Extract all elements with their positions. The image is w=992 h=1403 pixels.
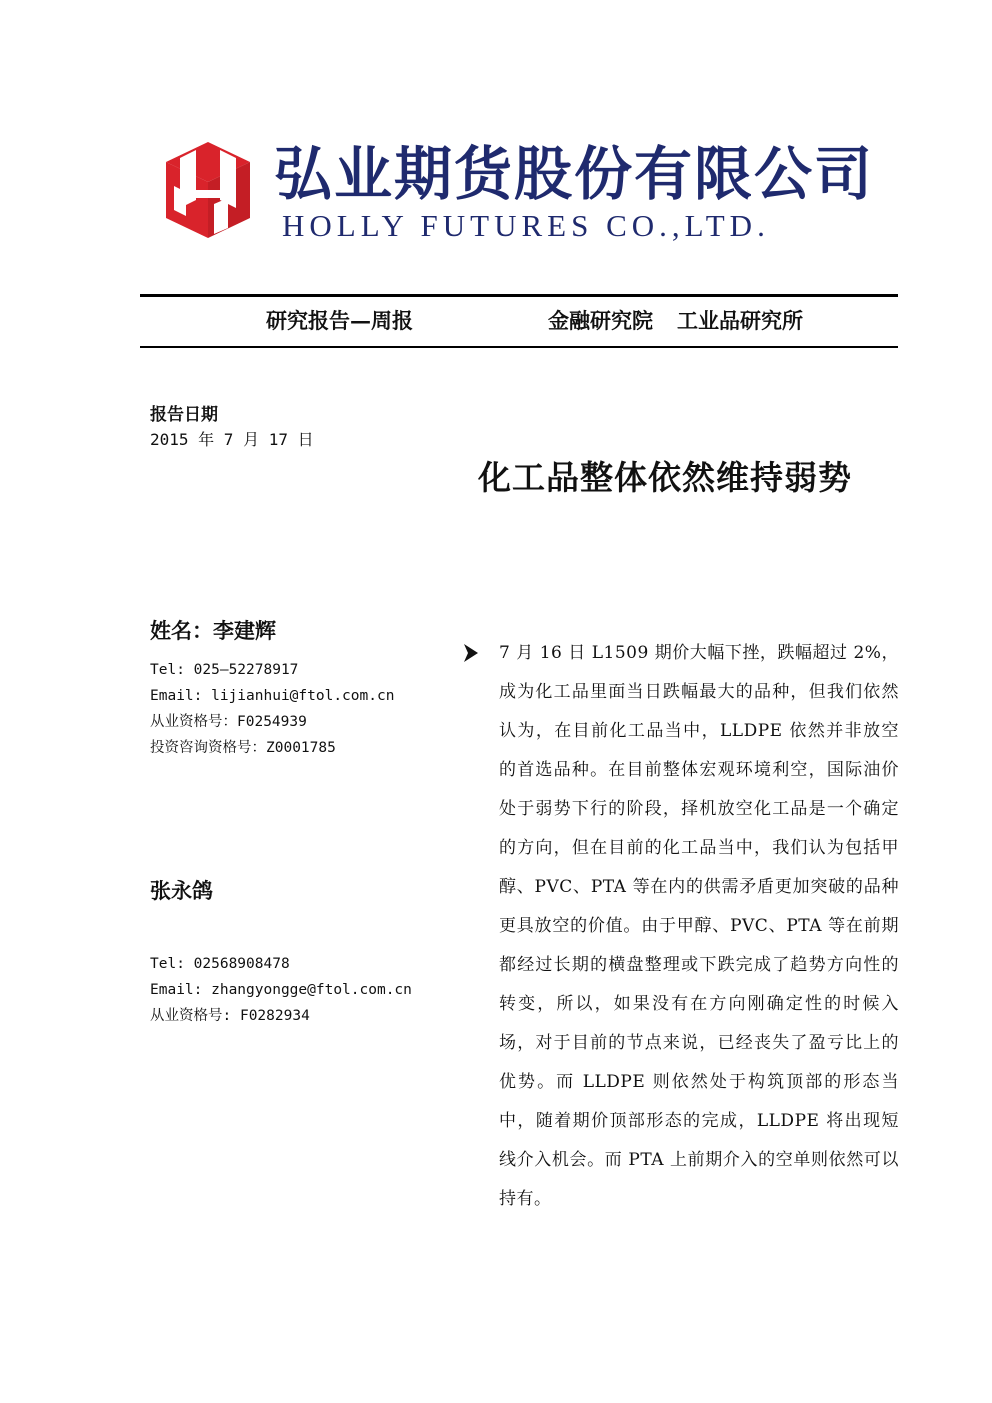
company-logo	[166, 140, 875, 245]
arrow-bullet-icon	[462, 642, 480, 664]
header-bottom-rule	[140, 346, 898, 348]
author-email: Email: lijianhui@ftol.com.cn	[150, 688, 395, 704]
company-name-english: HOLLY FUTURES CO.,LTD.	[282, 208, 770, 243]
author-name: 姓名：李建辉	[150, 618, 276, 643]
report-date-value: 2015 年 7 月 17 日	[150, 430, 314, 449]
author-license: 从业资格号: F0282934	[150, 1008, 310, 1024]
summary-text: 7 月 16 日 L1509 期价大幅下挫，跌幅超过 2%，成为化工品里面当日跌幅最大的品种，但我们依然认为，在目前化工品当中，LLDPE 依然并非放空的首选品种。在目前整体宏观环境利空，国际油价处于弱势下行的阶段，择机放空化工品是一个确定的方向，但在目前的化工品当中，我们认为包括甲醇、PVC、PTA 等在内的供需矛盾更加突破的品种更具放空的价值。由于甲醇、PVC、PTA 等在前期都经过长期的横盘整理或下跌完成了趋势方向性的转变，所以，如果没有在方向刚确定性的时候入场，对于目前的节点来说，已经丧失了盈亏比上的优势。而 LLDPE 则依然处于构筑顶部的形态当中，随着期价顶部形态的完成，LLDPE 将出现短线介入机会。而 PTA 上前期介入的空单则依然可以持有。	[499, 643, 899, 1209]
report-type: 研究报告—周报	[266, 308, 413, 333]
author-tel: Tel: 02568908478	[150, 956, 290, 972]
company-name-chinese: 弘业期货股份有限公司	[274, 140, 875, 208]
department-institute: 金融研究院	[548, 308, 653, 333]
department-unit: 工业品研究所	[677, 308, 803, 333]
author-advisory-license: 投资咨询资格号：Z0001785	[150, 740, 336, 756]
author-tel: Tel: 025—52278917	[150, 662, 299, 678]
department	[548, 306, 803, 336]
author-contact	[150, 657, 394, 761]
report-date-label: 报告日期	[150, 405, 218, 425]
author-contact	[150, 951, 412, 1029]
header-top-rule	[140, 294, 898, 297]
author-email: Email: zhangyongge@ftol.com.cn	[150, 982, 412, 998]
author-license: 从业资格号：F0254939	[150, 714, 307, 730]
report-title: 化工品整体依然维持弱势	[478, 458, 852, 497]
holly-cube-logo-icon	[166, 140, 250, 238]
author-name: 张永鸽	[150, 878, 213, 903]
